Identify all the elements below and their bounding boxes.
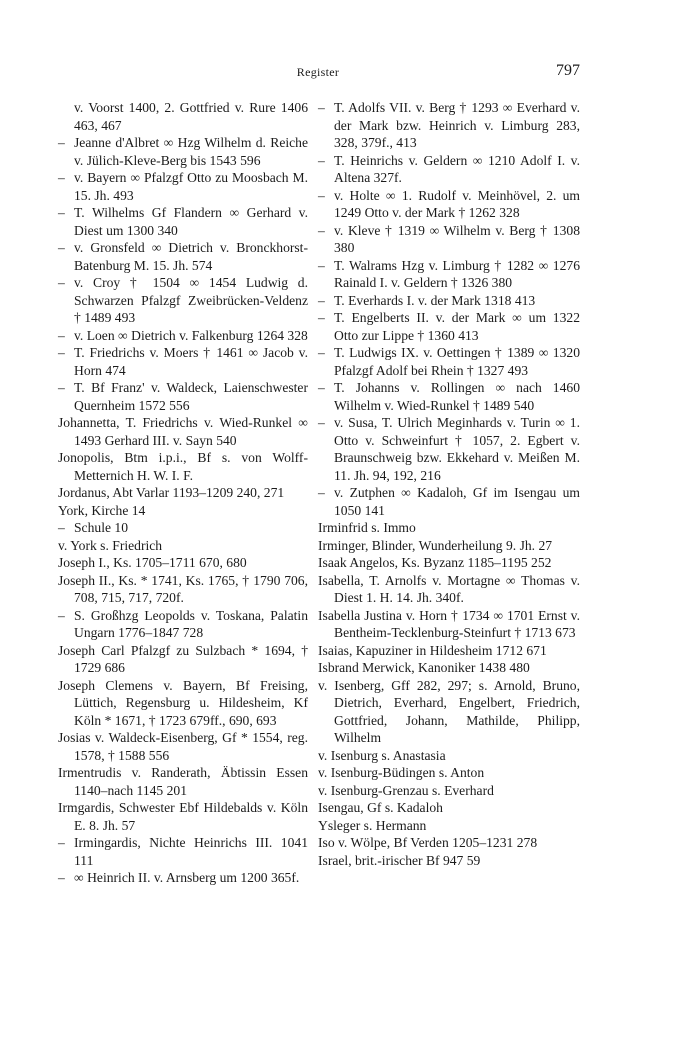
index-subentry: – v. Holte ∞ 1. Rudolf v. Meinhövel, 2. um 1249 Otto v. der Mark † 1262 328 [318, 187, 580, 222]
index-subentry: – v. Loen ∞ Dietrich v. Falkenburg 1264 328 [58, 327, 308, 345]
index-subentry: – v. Croy † 1504 ∞ 1454 Ludwig d. Schwarzen Pfalzgf Zweibrücken-Veldenz † 1489 493 [58, 274, 308, 327]
index-subentry: – T. Walrams Hzg v. Limburg † 1282 ∞ 1276 Rainald I. v. Geldern † 1326 380 [318, 257, 580, 292]
index-subentry: – T. Ludwigs IX. v. Oettingen † 1389 ∞ 1320 Pfalzgf Adolf bei Rhein † 1327 493 [318, 344, 580, 379]
index-entry: Joseph Clemens v. Bayern, Bf Freising, Lüttich, Regensburg u. Hildesheim, Kf Köln * 1671, † 1723 679ff., 690, 693 [58, 677, 308, 728]
page-header [56, 62, 580, 84]
index-entry: Isabella, T. Arnolfs v. Mortagne ∞ Thomas v. Diest 1. H. 14. Jh. 340f. [318, 572, 580, 605]
index-entry: v. Voorst 1400, 2. Gottfried v. Rure 1406 463, 467 [74, 100, 308, 133]
index-subentry: – Jeanne d'Albret ∞ Hzg Wilhelm d. Reiche v. Jülich-Kleve-Berg bis 1543 596 [58, 134, 308, 169]
index-entry: Israel, brit.-irischer Bf 947 59 [318, 852, 481, 868]
index-entry: v. York s. Friedrich [58, 537, 163, 553]
index-entry: Irmgardis, Schwester Ebf Hildebalds v. Köln E. 8. Jh. 57 [58, 800, 308, 833]
index-subentry: – T. Friedrichs v. Moers † 1461 ∞ Jacob v. Horn 474 [58, 344, 308, 379]
index-subentry: – S. Großhzg Leopolds v. Toskana, Palatin Ungarn 1776–1847 728 [58, 607, 308, 642]
index-subentry: – v. Zutphen ∞ Kadaloh, Gf im Isengau um 1050 141 [318, 484, 580, 519]
index-subentry: – v. Gronsfeld ∞ Dietrich v. Bronckhorst-Batenburg M. 15. Jh. 574 [58, 239, 308, 274]
index-entry: v. Isenburg s. Anastasia [318, 747, 446, 763]
index-subentry: – Schule 10 [58, 519, 308, 537]
index-subentry: – v. Bayern ∞ Pfalzgf Otto zu Moosbach M. 15. Jh. 493 [58, 169, 308, 204]
index-entry: Ysleger s. Hermann [318, 817, 427, 833]
index-entry: York, Kirche 14 [58, 502, 146, 518]
index-subentry: – T. Adolfs VII. v. Berg † 1293 ∞ Everhard v. der Mark bzw. Heinrich v. Limburg 283, 328, 379f., 413 [318, 99, 580, 152]
index-subentry: – v. Kleve † 1319 ∞ Wilhelm v. Berg † 1308 380 [318, 222, 580, 257]
index-subentry: – T. Everhards I. v. der Mark 1318 413 [318, 292, 580, 310]
index-entry: Iso v. Wölpe, Bf Verden 1205–1231 278 [318, 835, 538, 850]
index-entry: Irminfrid s. Immo [318, 520, 416, 535]
index-subentry: – T. Wilhelms Gf Flandern ∞ Gerhard v. Diest um 1300 340 [58, 204, 308, 239]
index-entry: Irmentrudis v. Randerath, Äbtissin Essen 1140–nach 1145 201 [58, 765, 308, 798]
index-entry: Josias v. Waldeck-Eisenberg, Gf * 1554, reg. 1578, † 1588 556 [58, 730, 308, 763]
index-subentry: – T. Engelberts II. v. der Mark ∞ um 1322 Otto zur Lippe † 1360 413 [318, 309, 580, 344]
index-entry: Isengau, Gf s. Kadaloh [318, 800, 443, 815]
index-entry: v. Isenburg-Grenzau s. Everhard [318, 782, 494, 798]
index-subentry: – Irmingardis, Nichte Heinrichs III. 1041 111 [58, 834, 308, 869]
index-entry: Joseph I., Ks. 1705–1711 670, 680 [58, 555, 247, 570]
index-entry: Joseph Carl Pfalzgf zu Sulzbach * 1694, † 1729 686 [58, 642, 308, 675]
index-subentry: – ∞ Heinrich II. v. Arnsberg um 1200 365f. [58, 869, 308, 887]
index-entry: Isaak Angelos, Ks. Byzanz 1185–1195 252 [318, 555, 552, 570]
index-entry: Irminger, Blinder, Wunderheilung 9. Jh. 27 [318, 537, 553, 553]
index-entry: v. Isenburg-Büdingen s. Anton [318, 765, 485, 780]
index-entry: Isaias, Kapuziner in Hildesheim 1712 671 [318, 642, 547, 658]
index-subentry: – T. Bf Franz' v. Waldeck, Laienschwester Quernheim 1572 556 [58, 379, 308, 414]
index-column-left [58, 99, 308, 887]
index-entry: Johannetta, T. Friedrichs v. Wied-Runkel ∞ 1493 Gerhard III. v. Sayn 540 [58, 415, 308, 448]
index-column-right [318, 99, 580, 869]
index-subentry: – T. Heinrichs v. Geldern ∞ 1210 Adolf I. v. Altena 327f. [318, 152, 580, 187]
index-entry: Jordanus, Abt Varlar 1193–1209 240, 271 [58, 485, 285, 500]
index-entry: Isbrand Merwick, Kanoniker 1438 480 [318, 660, 530, 675]
index-entry: Isabella Justina v. Horn † 1734 ∞ 1701 Ernst v. Bentheim-Tecklenburg-Steinfurt † 1713 673 [318, 607, 580, 640]
index-subentry: – v. Susa, T. Ulrich Meginhards v. Turin ∞ 1. Otto v. Schweinfurt † 1057, 2. Egbert v. Braunschweig bzw. Ekkehard v. Meißen M. 11. Jh. 94, 192, 216 [318, 414, 580, 484]
index-entry: v. Isenberg, Gff 282, 297; s. Arnold, Bruno, Dietrich, Everhard, Engelbert, Friedrich, Gottfried, Johann, Mathilde, Philipp, Wilhelm [318, 677, 580, 745]
index-entry: Joseph II., Ks. * 1741, Ks. 1765, † 1790 706, 708, 715, 717, 720f. [58, 572, 308, 605]
page-number: 797 [556, 62, 580, 79]
index-subentry: – T. Johanns v. Rollingen ∞ nach 1460 Wilhelm v. Wied-Runkel † 1489 540 [318, 379, 580, 414]
index-entry: Jonopolis, Btm i.p.i., Bf s. von Wolff-Metternich H. W. I. F. [58, 450, 308, 483]
running-head: Register [296, 65, 340, 79]
